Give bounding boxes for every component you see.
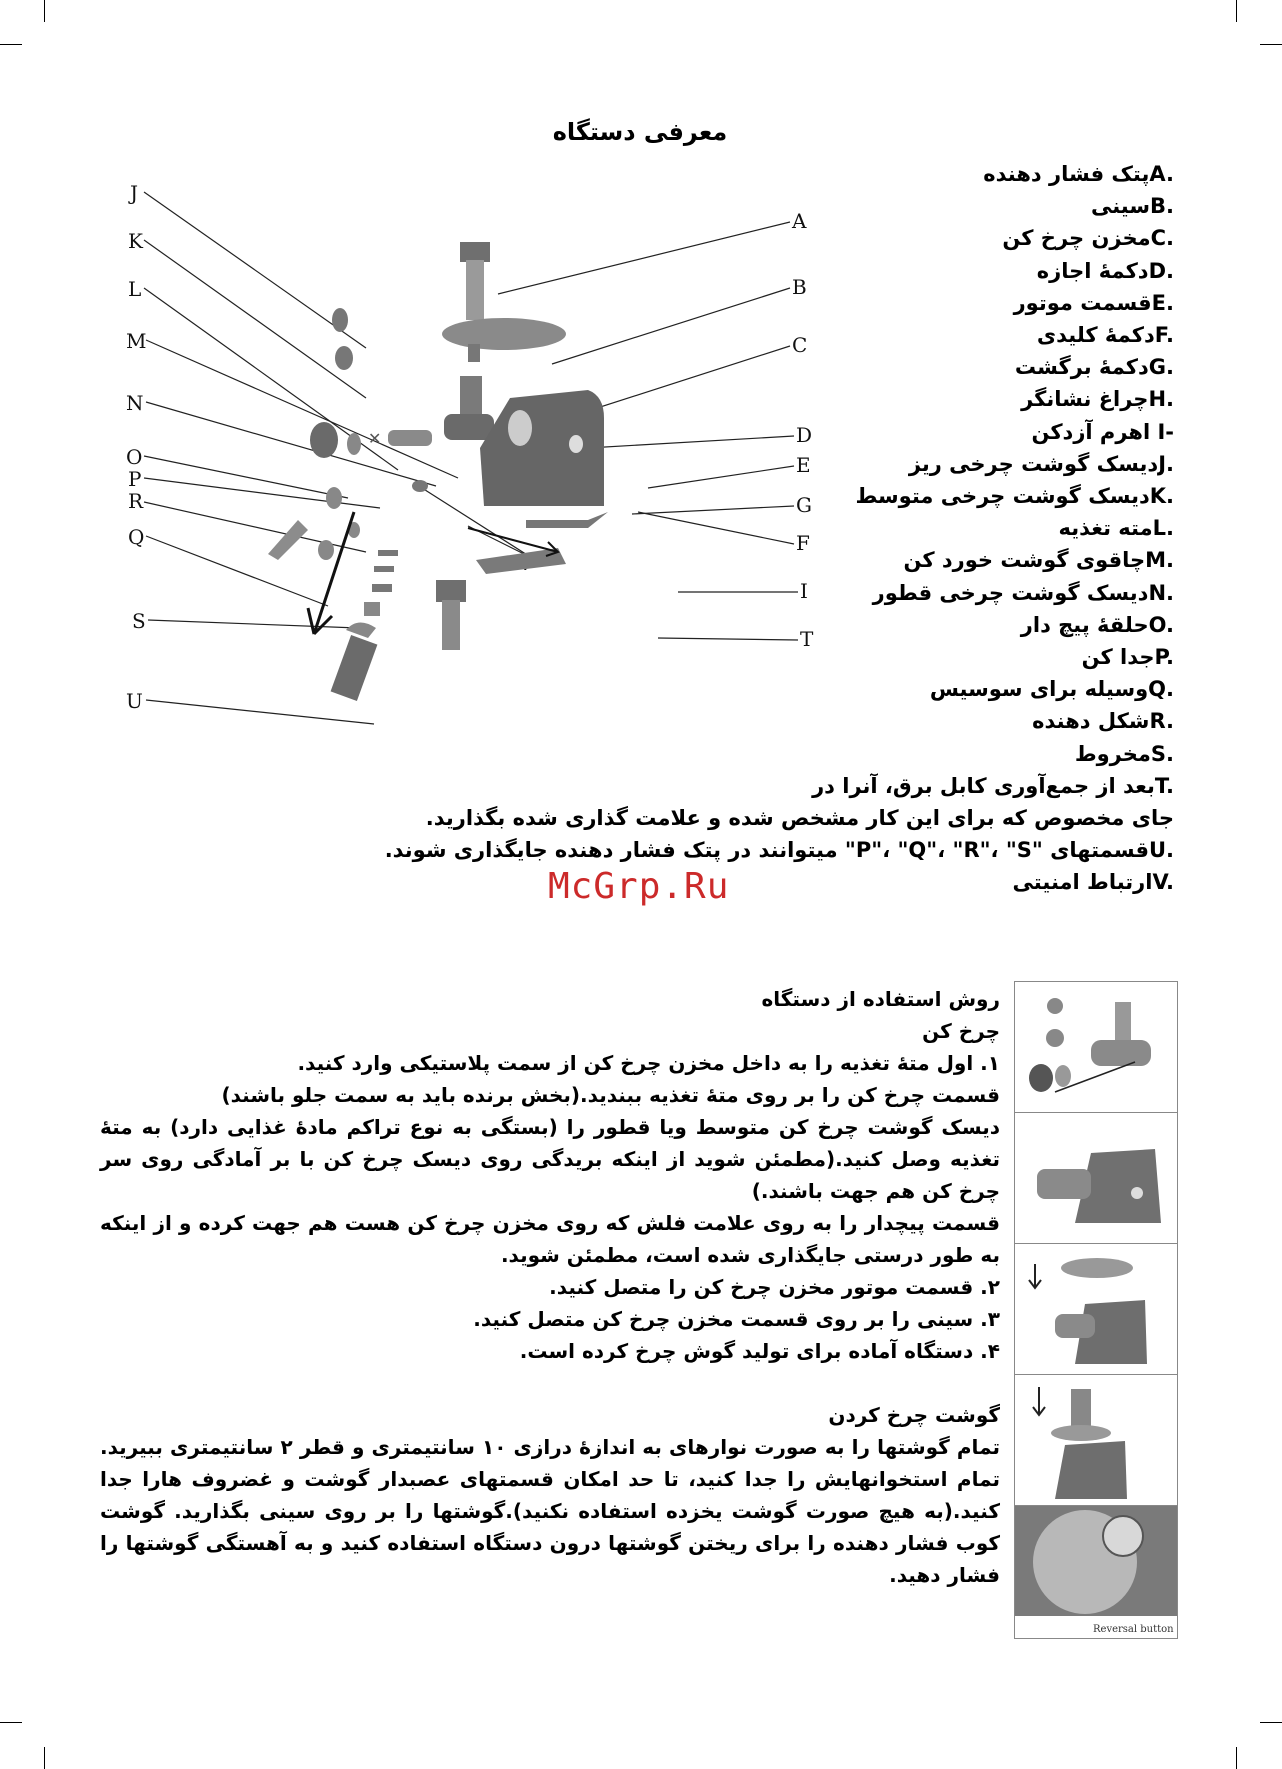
usage-section xyxy=(100,983,1000,1591)
part-item: L.مته تغذیه xyxy=(1058,516,1174,541)
diagram-label: J xyxy=(130,181,139,205)
part-item: S.مخروط xyxy=(1074,741,1174,766)
usage-line: ۲. قسمت موتور مخزن چرخ کن را متصل کنید. xyxy=(549,1275,1000,1299)
part-item: J.دیسک گوشت چرخی ریز xyxy=(908,451,1174,476)
diagram-label: T xyxy=(800,627,814,651)
crop-mark xyxy=(0,1722,22,1723)
diagram-label: A xyxy=(792,209,807,233)
diagram-label: C xyxy=(792,333,808,357)
crop-mark xyxy=(44,0,45,22)
diagram-label: G xyxy=(796,493,812,517)
part-item: F.دکمهٔ کلیدی xyxy=(1036,323,1174,348)
diagram-label: S xyxy=(132,609,146,633)
step-illustration-3 xyxy=(1015,1244,1177,1375)
part-item: K.دیسک گوشت چرخی متوسط xyxy=(855,484,1174,509)
step-illustration-5 xyxy=(1015,1506,1177,1638)
usage-line: قسمت پیچدار را به روی علامت فلش که روی مخزن چرخ کن هست هم جهت کرده و از اینکه به طور درستی جایگذاری شده است، مطمئن شوید. xyxy=(100,1211,1000,1267)
diagram-label: I xyxy=(800,579,808,603)
diagram-label: U xyxy=(126,689,143,713)
crop-mark xyxy=(1260,44,1282,45)
usage-line: ۱. اول متهٔ تغذیه را به داخل مخزن چرخ کن از سمت پلاستیکی وارد کنید. xyxy=(297,1051,1000,1075)
part-item: R.شکل دهنده xyxy=(1032,709,1174,734)
usage-line: دیسک گوشت چرخ کن متوسط ویا قطور را (بستگی به نوع تراکم مادهٔ غذایی دارد) به متهٔ تغذیه وصل کنید.(مطمئن شوید از اینکه بریدگی روی دیسک چرخ کن با بر آمادگی روی سر چرخ کن هم جهت باشند.) xyxy=(100,1115,1000,1203)
diagram-label: O xyxy=(126,445,143,469)
diagram-label: B xyxy=(792,275,807,299)
mincing-heading: گوشت چرخ کردن xyxy=(828,1403,1000,1427)
usage-line: قسمت چرخ کن را بر روی متهٔ تغذیه ببندید.(بخش برنده باید به سمت جلو باشند) xyxy=(221,1083,1000,1107)
usage-line: ۳. سینی را بر روی قسمت مخزن چرخ کن متصل کنید. xyxy=(473,1307,1000,1331)
reversal-button-caption: Reversal button xyxy=(1093,1624,1174,1635)
diagram-label: F xyxy=(796,531,810,555)
crop-mark xyxy=(1236,0,1237,22)
part-item: N.دیسک گوشت چرخی قطور xyxy=(872,580,1174,605)
part-item: O.حلقهٔ پیچ دار xyxy=(1020,612,1174,637)
diagram-label: R xyxy=(128,489,144,513)
diagram-label: E xyxy=(796,453,811,477)
part-item: G.دکمهٔ برگشت xyxy=(1014,355,1174,380)
mincing-text: تمام گوشتها را به صورت نوارهای به اندازهٔ درازی ۱۰ سانتیمتری و قطر ۲ سانتیمتری ببیرید. تمام استخوانهایش را جدا کنید، تا حد امکان قسمتهای عصبدار گوشت و غضروف هارا جدا کنید.(به هیچ صورت گوشت یخزده استفاده نکنید).گوشتها را بر روی سینی بگذارید. گوشت کوب فشار دهنده را برای ریختن گوشتها درون دستگاه استفاده کنید و به آهستگی گوشتها را فشار دهید. xyxy=(100,1435,1000,1587)
part-item: V.ارتباط امنیتی xyxy=(1012,870,1174,895)
part-item-continuation: جای مخصوص که برای این کار مشخص شده و علامت گذاری شده بگذارید. xyxy=(425,806,1174,831)
diagram-label: L xyxy=(128,277,142,301)
part-item: T.بعد از جمع‌آوری کابل برق، آنرا در xyxy=(812,773,1174,798)
page-title: معرفی دستگاه xyxy=(552,118,728,146)
diagram-label: N xyxy=(126,391,144,415)
part-item: U.قسمتهای "P"، "Q"، "R"، "S" میتوانند در پتک فشار دهنده جایگذاری شوند. xyxy=(384,838,1174,863)
part-item: E.قسمت موتور xyxy=(1013,290,1174,315)
usage-subheading: چرخ کن xyxy=(922,1019,1000,1043)
part-item: C.مخزن چرخ کن xyxy=(1002,226,1174,251)
parts-list xyxy=(354,158,1174,899)
step-illustration-1 xyxy=(1015,982,1177,1113)
diagram-label: Q xyxy=(128,525,145,549)
part-item: Q.وسیله برای سوسیس xyxy=(929,677,1174,702)
part-item: H.چراغ نشانگر xyxy=(1021,387,1174,412)
part-item: M.چاقوی گوشت خورد کن xyxy=(903,548,1174,573)
side-illustrations xyxy=(1014,981,1178,1639)
part-item: B.سینی xyxy=(1090,194,1174,219)
part-item: D.دکمهٔ اجازه xyxy=(1036,258,1174,283)
part-item: I- اهرم آزدکن xyxy=(1031,419,1174,444)
diagram-label: P xyxy=(128,467,142,491)
crop-mark xyxy=(44,1747,45,1769)
diagram-label: K xyxy=(128,229,143,253)
step-illustration-4 xyxy=(1015,1375,1177,1506)
watermark: McGrp.Ru xyxy=(548,866,730,907)
diagram-label: D xyxy=(796,423,813,447)
usage-heading: روش استفاده از دستگاه xyxy=(761,987,1000,1011)
part-item: P.جدا کن xyxy=(1081,645,1174,670)
crop-mark xyxy=(0,44,22,45)
crop-mark xyxy=(1236,1747,1237,1769)
crop-mark xyxy=(1260,1722,1282,1723)
step-illustration-2 xyxy=(1015,1113,1177,1244)
part-item: A.پتک فشار دهنده xyxy=(983,162,1174,186)
diagram-label: M xyxy=(126,329,147,353)
usage-line: ۴. دستگاه آماده برای تولید گوش چرخ کرده است. xyxy=(519,1339,1000,1363)
svg-text:✕: ✕ xyxy=(368,429,382,448)
